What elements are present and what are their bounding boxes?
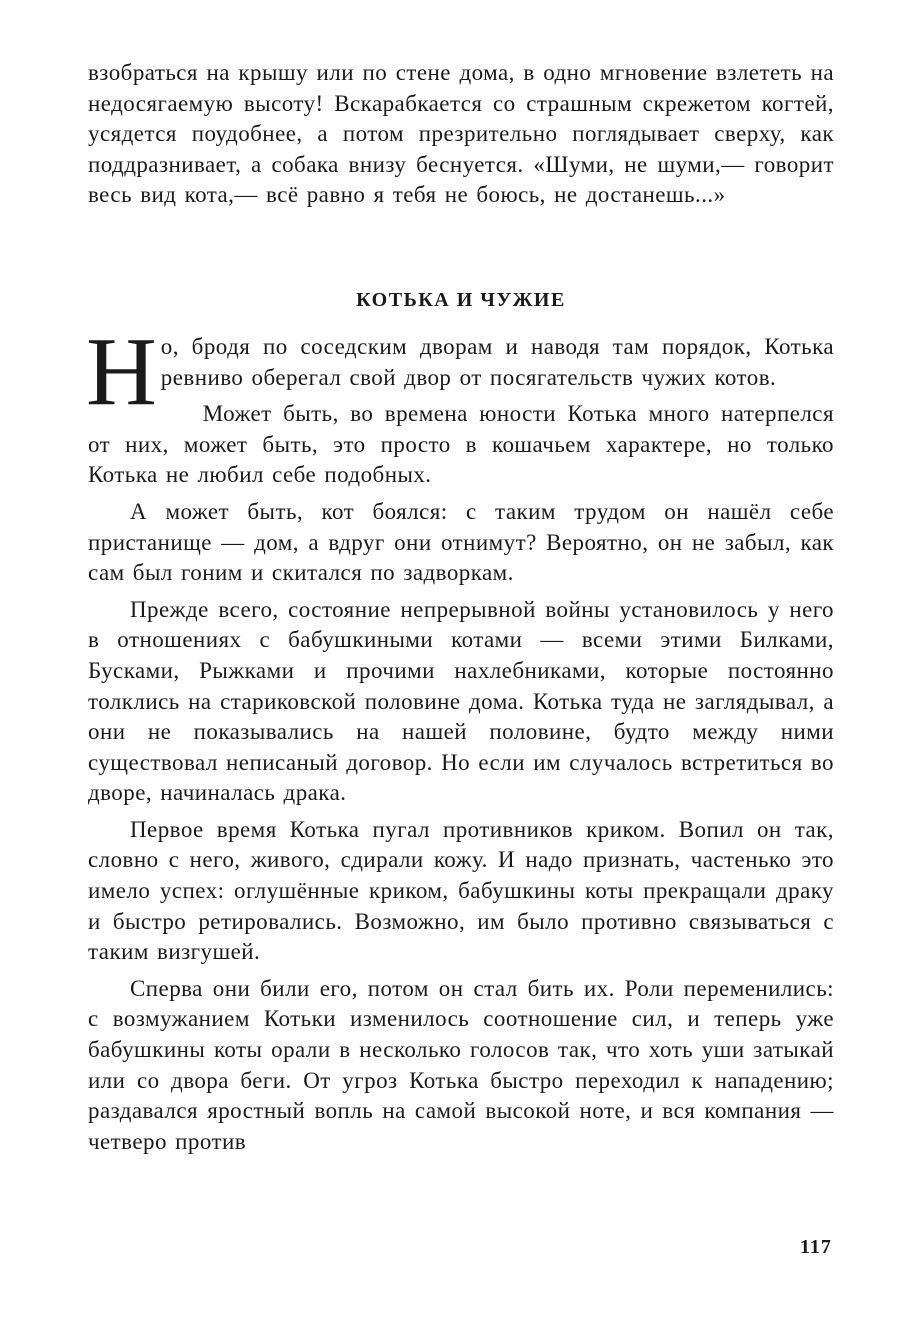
- paragraph-1: Может быть, во времена юности Котька много натерпелся от них, может быть, это просто в кошачьем характере, но только Котька не любил себе подобных.: [88, 401, 834, 488]
- intro-paragraph: взобраться на крышу или по стене дома, в одно мгновение взлететь на недосягаемую высоту! Вскарабкается со страшным скрежетом когтей, усядется поудобнее, а потом презрительно поглядывает сверху, как поддразнивает, а собака внизу беснуется. «Шуми, не шуми,— говорит весь вид кота,— всё равно я тебя не боюсь, не достанешь...»: [88, 60, 834, 208]
- chapter-title: КОТЬКА И ЧУЖИЕ: [356, 288, 566, 311]
- first-paragraph: [86, 317, 834, 426]
- book-page: [88, 58, 834, 1298]
- drop-cap: Н: [86, 317, 157, 426]
- paragraph-3: Прежде всего, состояние непрерывной войны установилось у него в отношениях с бабушкиными котами — всеми этими Билками, Бусками, Рыжками и прочими нахлебниками, которые постоянно толклись на стариковской половине дома. Котька туда не заглядывал, а они не показывались на нашей половине, будто между ними существовал неписаный договор. Но если им случалось встретиться во дворе, начиналась драка.: [88, 596, 834, 806]
- first-paragraph-text: о, бродя по соседским дворам и наводя там порядок, Котька ревниво оберегал свой двор от посягательств чужих котов.: [160, 333, 834, 390]
- paragraph-4: Первое время Котька пугал противников криком. Вопил он так, словно с него, живого, сдирали кожу. И надо признать, частенько это имело успех: оглушённые криком, бабушкины коты прекращали драку и быстро ретировались. Возможно, им было противно связываться с таким визгушей.: [88, 816, 834, 965]
- paragraph-5: Сперва они били его, потом он стал бить их. Роли переменились: с возмужанием Котьки изменилось соотношение сил, и теперь уже бабушкины коты орали в несколько голосов так, что хоть уши затыкай или со двора беги. От угроз Котька быстро переходил к нападению; раздавался яростный вопль на самой высокой ноте, и вся компания — четверо против: [88, 975, 834, 1154]
- page-number: 117: [800, 1236, 832, 1258]
- paragraph-2: А может быть, кот боялся: с таким трудом он нашёл себе пристанище — дом, а вдруг они отнимут? Вероятно, он не забыл, как сам был гоним и скитался по задворкам.: [88, 498, 834, 586]
